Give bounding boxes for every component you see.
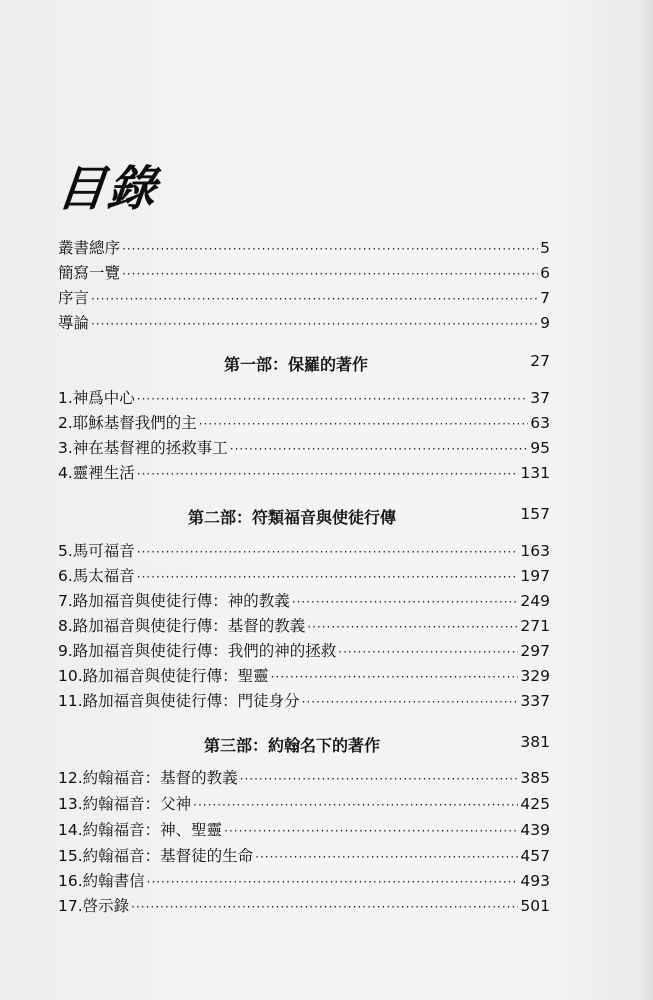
toc-entry[interactable] <box>58 461 550 485</box>
toc-entry-page: 37 <box>530 389 550 407</box>
toc-entry-page: 5 <box>540 239 550 257</box>
toc-entry[interactable] <box>58 664 550 688</box>
toc-entry-page: 493 <box>520 872 550 890</box>
toc-entry[interactable] <box>58 261 550 285</box>
toc-entry-page: 63 <box>530 414 550 432</box>
part-title: 第一部：保羅的著作 <box>224 355 369 374</box>
dot-leader <box>271 670 519 684</box>
toc-entry-page: 7 <box>540 289 550 307</box>
dot-leader <box>122 242 538 256</box>
toc-entry-page: 457 <box>520 847 550 865</box>
toc-entry-label: 3.神在基督裡的拯救事工 <box>58 439 228 457</box>
toc-entry[interactable] <box>58 589 550 613</box>
part-heading[interactable] <box>58 352 550 378</box>
toc-entry-label: 序言 <box>58 289 90 307</box>
part-title: 第二部：符類福音與使徒行傳 <box>188 508 397 527</box>
dot-leader <box>147 875 519 889</box>
dot-leader <box>122 267 538 281</box>
dot-leader <box>255 850 518 864</box>
dot-leader <box>137 392 528 406</box>
dot-leader <box>137 467 519 481</box>
toc-entry-page: 439 <box>520 821 550 839</box>
toc-entry[interactable] <box>58 869 550 893</box>
dot-leader <box>240 772 519 786</box>
toc-entry-label: 4.靈裡生活 <box>58 464 135 482</box>
dot-leader <box>131 900 518 914</box>
toc-entry-label: 10.路加福音與使徒行傳：聖靈 <box>58 667 269 685</box>
toc-entry[interactable] <box>58 818 550 842</box>
dot-leader <box>292 595 519 609</box>
part-heading[interactable] <box>58 733 550 759</box>
toc-entry[interactable] <box>58 386 550 410</box>
toc-entry-page: 297 <box>520 642 550 660</box>
toc-entry-label: 12.約翰福音：基督的教義 <box>58 769 238 787</box>
dot-leader <box>302 695 519 709</box>
toc-entry-label: 簡寫一覽 <box>58 264 121 282</box>
dot-leader <box>230 442 528 456</box>
toc-entry-page: 425 <box>520 795 550 813</box>
toc-entry[interactable] <box>58 311 550 335</box>
toc-entry-label: 8.路加福音與使徒行傳：基督的教義 <box>58 617 306 635</box>
toc-entry-label: 16.約翰書信 <box>58 872 145 890</box>
toc-entry[interactable] <box>58 236 550 260</box>
part-title: 第三部：約翰名下的著作 <box>204 736 381 755</box>
toc-entry[interactable] <box>58 766 550 790</box>
toc-entry[interactable] <box>58 639 550 663</box>
toc-entry[interactable] <box>58 614 550 638</box>
toc-entry-label: 導論 <box>58 314 90 332</box>
toc-entry-page: 163 <box>520 542 550 560</box>
toc-entry-page: 385 <box>520 769 550 787</box>
toc-entry-label: 1.神爲中心 <box>58 389 135 407</box>
toc-entry[interactable] <box>58 792 550 816</box>
toc-entry-label: 13.約翰福音：父神 <box>58 795 192 813</box>
toc-entry-page: 131 <box>520 464 550 482</box>
toc-entry[interactable] <box>58 411 550 435</box>
part-page: 381 <box>520 733 550 751</box>
toc-entry[interactable] <box>58 894 550 918</box>
toc-entry-label: 6.馬太福音 <box>58 567 135 585</box>
toc-entry-label: 2.耶穌基督我們的主 <box>58 414 197 432</box>
toc-entry-page: 249 <box>520 592 550 610</box>
part-heading[interactable] <box>58 505 550 531</box>
dot-leader <box>307 620 518 634</box>
page-edge <box>639 0 653 1000</box>
toc-entry-label: 15.約翰福音：基督徒的生命 <box>58 847 254 865</box>
toc-entry-page: 271 <box>520 617 550 635</box>
dot-leader <box>193 798 518 812</box>
toc-entry[interactable] <box>58 436 550 460</box>
dot-leader <box>137 545 519 559</box>
dot-leader <box>91 317 538 331</box>
toc-entry-page: 501 <box>520 897 550 915</box>
dot-leader <box>137 570 519 584</box>
dot-leader <box>338 645 518 659</box>
dot-leader <box>199 417 528 431</box>
toc-entry-label: 7.路加福音與使徒行傳：神的教義 <box>58 592 290 610</box>
part-page: 157 <box>520 505 550 523</box>
toc-entry-page: 95 <box>530 439 550 457</box>
toc-entry-page: 337 <box>520 692 550 710</box>
toc-entry-label: 11.路加福音與使徒行傳：門徒身分 <box>58 692 300 710</box>
toc-entry[interactable] <box>58 689 550 713</box>
dot-leader <box>91 292 538 306</box>
page-title: 目錄 <box>54 161 161 217</box>
toc-entry-label: 5.馬可福音 <box>58 542 135 560</box>
toc-entry-page: 197 <box>520 567 550 585</box>
toc-entry-label: 17.啓示錄 <box>58 897 130 915</box>
part-page: 27 <box>530 352 550 370</box>
dot-leader <box>224 824 518 838</box>
toc-entry[interactable] <box>58 564 550 588</box>
toc-entry-label: 14.約翰福音：神、聖靈 <box>58 821 223 839</box>
toc-entry-label: 9.路加福音與使徒行傳：我們的神的拯救 <box>58 642 337 660</box>
toc-entry-page: 6 <box>540 264 550 282</box>
toc-entry-page: 9 <box>540 314 550 332</box>
toc-entry-label: 叢書總序 <box>58 239 121 257</box>
toc-entry[interactable] <box>58 539 550 563</box>
toc-entry-page: 329 <box>520 667 550 685</box>
toc-entry[interactable] <box>58 286 550 310</box>
toc-entry[interactable] <box>58 844 550 868</box>
